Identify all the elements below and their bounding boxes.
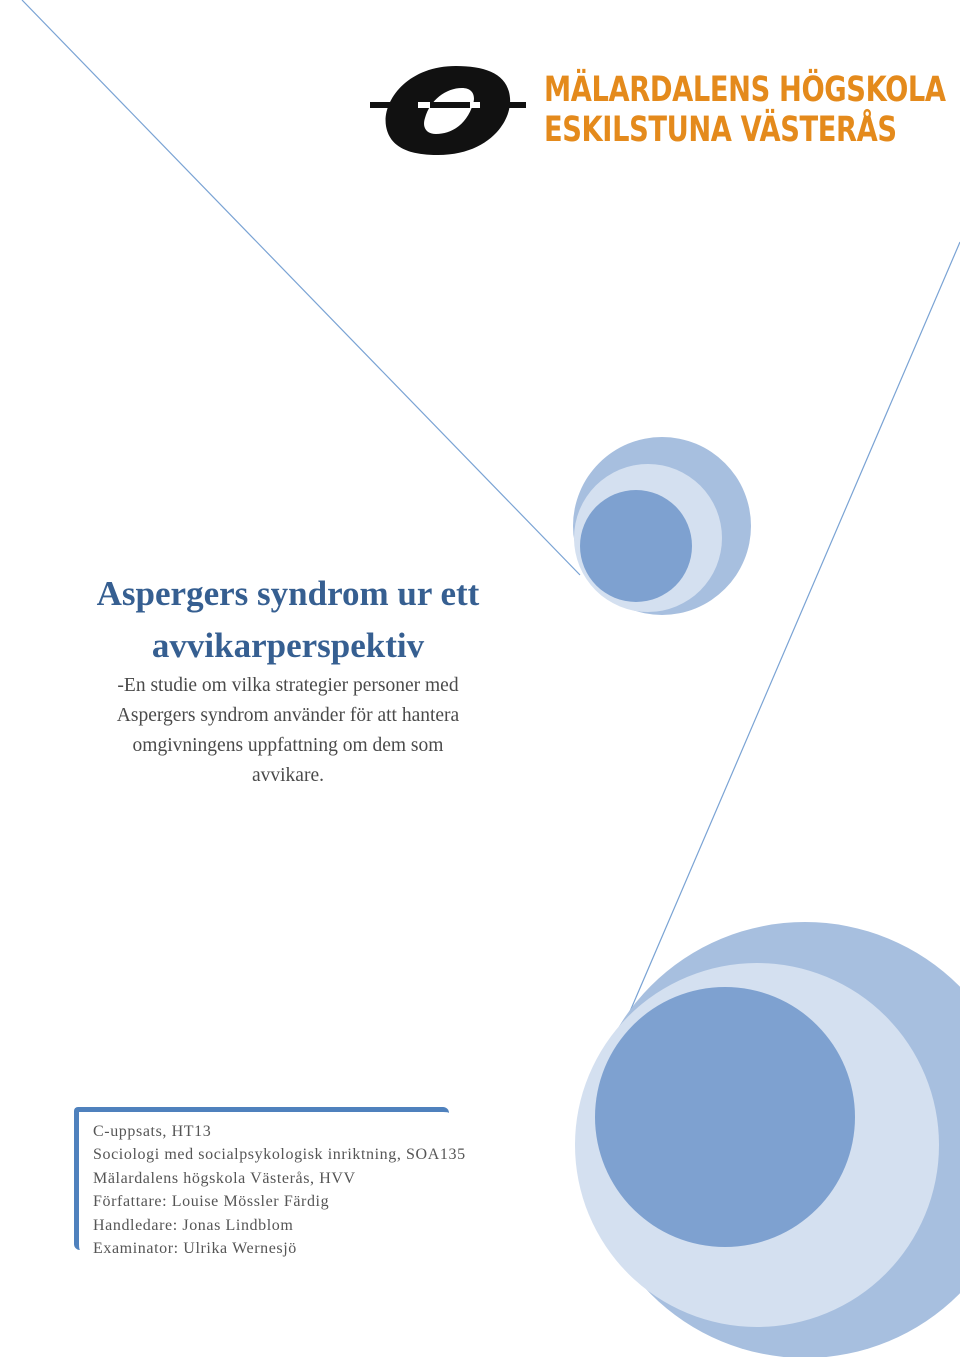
course-name: Sociologi med socialpsykologisk inriktning, SOA135 — [93, 1146, 466, 1164]
thesis-type: C-uppsats, HT13 — [93, 1123, 212, 1140]
subtitle-line-4: avvikare. — [251, 765, 324, 786]
university-name-line-2: ESKILSTUNA VÄSTERÅS — [544, 110, 897, 150]
university-name-line-1: MÄLARDALENS HÖGSKOLA — [544, 70, 946, 110]
supervisor: Handledare: Jonas Lindblom — [93, 1216, 294, 1234]
thesis-info — [93, 1120, 466, 1260]
diagonal-line-right — [622, 242, 960, 1030]
subtitle-line-1: -En studie om vilka strategier personer med — [117, 675, 459, 696]
author: Författare: Louise Mössler Färdig — [93, 1193, 330, 1211]
university-emblem-icon — [366, 62, 530, 158]
school-name: Mälardalens högskola Västerås, HVV — [93, 1169, 356, 1187]
university-name — [544, 70, 946, 150]
subtitle — [60, 671, 516, 791]
small-circle-group — [573, 437, 751, 615]
subtitle-line-3: omgivningens uppfattning om dem som — [132, 735, 444, 756]
subtitle-line-2: Aspergers syndrom använder för att hantera — [116, 705, 460, 726]
large-circle-group — [575, 922, 960, 1357]
title-line-1: Aspergers syndrom ur ett — [96, 574, 480, 613]
title-line-2: avvikarperspektiv — [151, 626, 425, 665]
page-title — [58, 568, 518, 672]
examiner: Examinator: Ulrika Wernesjö — [93, 1240, 297, 1258]
